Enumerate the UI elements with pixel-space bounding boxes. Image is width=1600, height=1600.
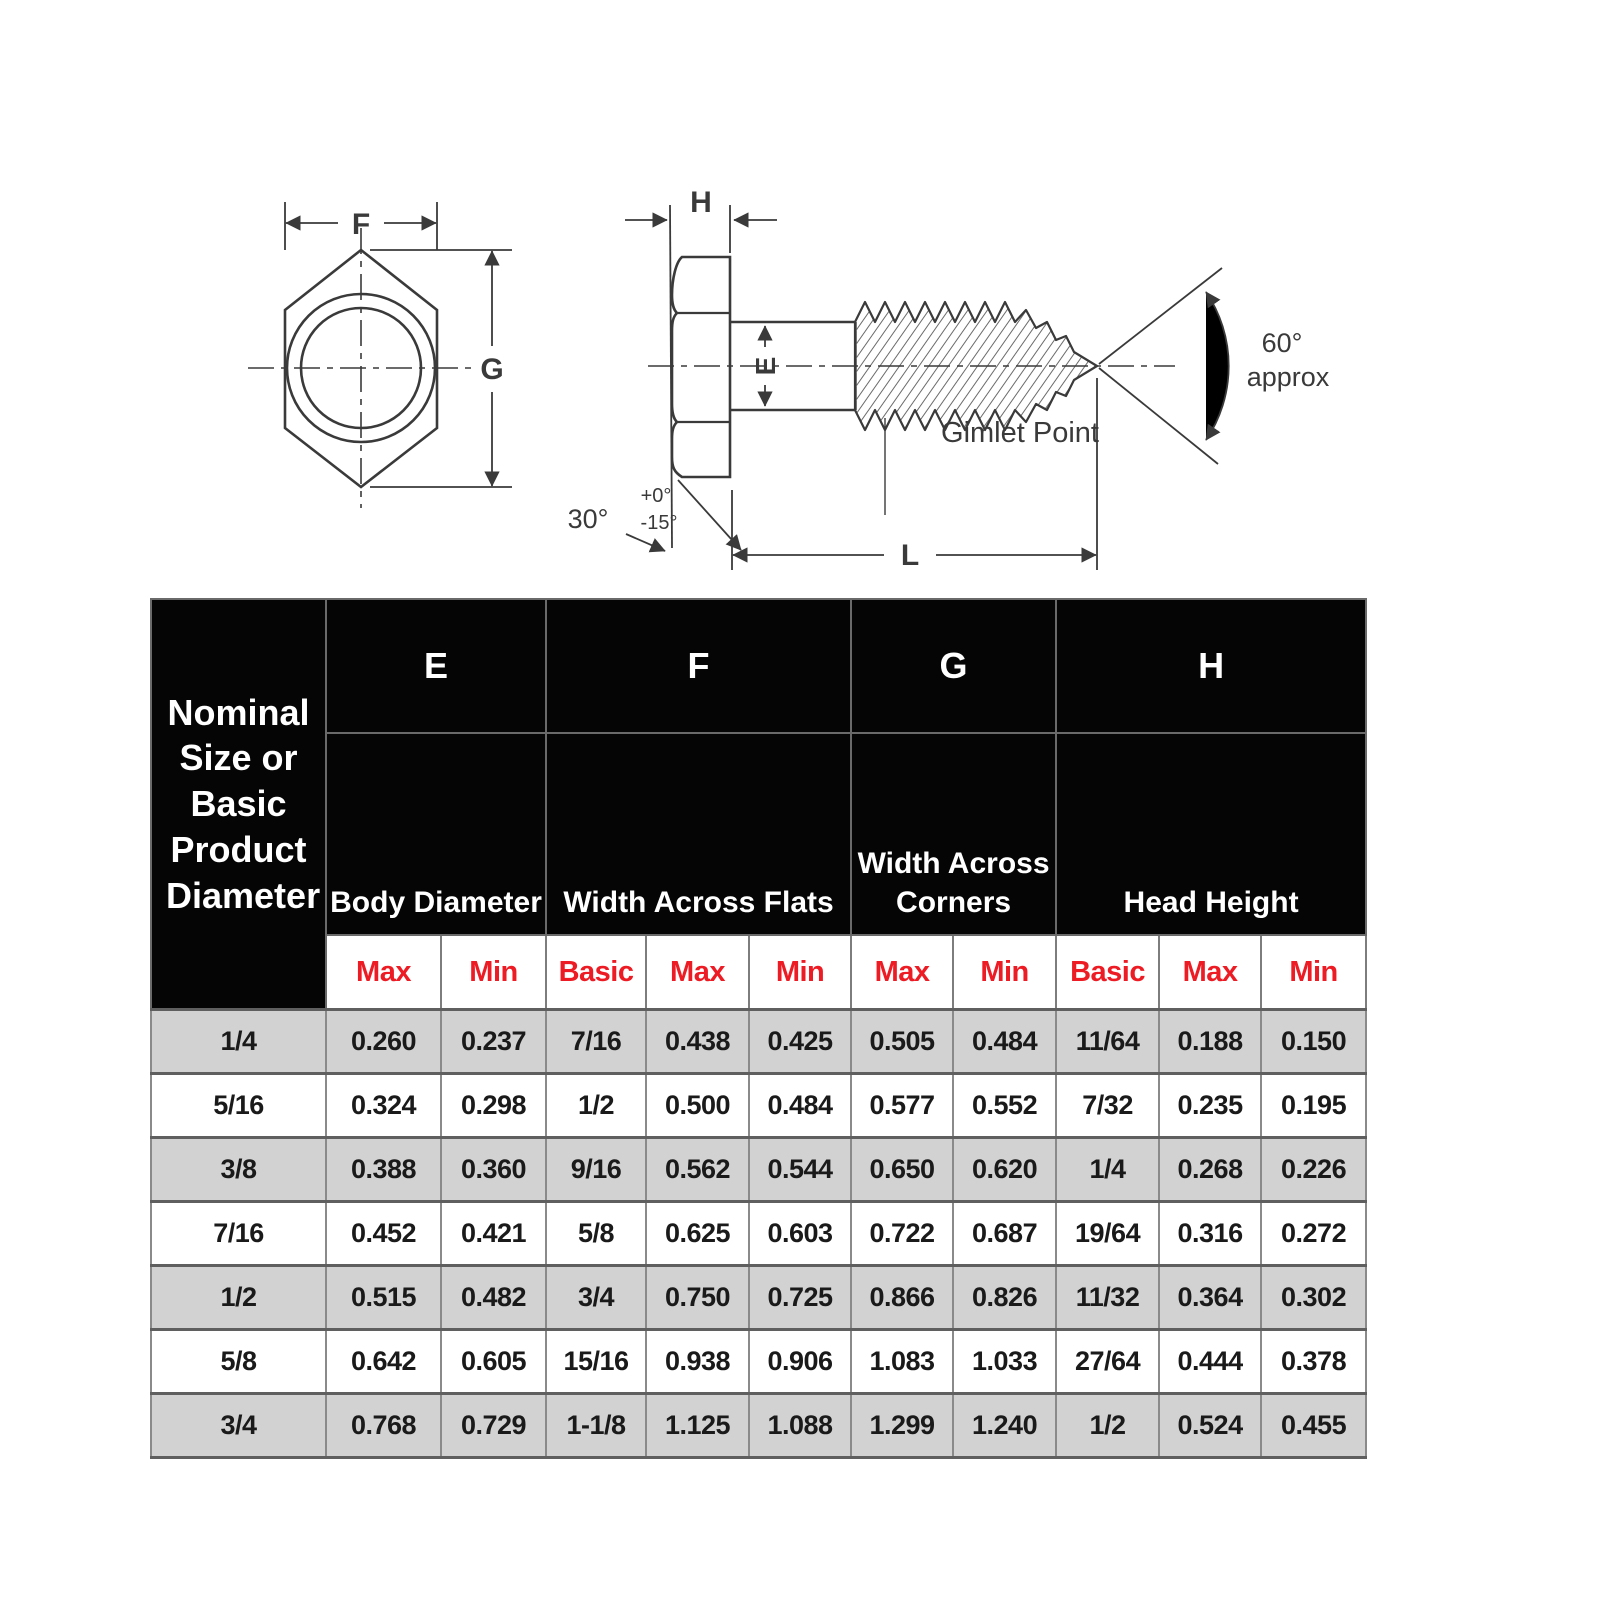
value-cell: 0.237 <box>441 1010 546 1074</box>
value-cell: 1.083 <box>851 1330 953 1394</box>
size-cell: 5/8 <box>151 1330 326 1394</box>
group-label-width-across-flats: Width Across Flats <box>546 733 851 935</box>
value-cell: 1.299 <box>851 1394 953 1458</box>
value-cell: 27/64 <box>1056 1330 1159 1394</box>
subheader-cell: Min <box>1261 935 1366 1010</box>
value-cell: 0.826 <box>953 1266 1056 1330</box>
dimension-table <box>150 598 1367 1459</box>
value-cell: 0.484 <box>953 1010 1056 1074</box>
value-cell: 0.625 <box>646 1202 749 1266</box>
size-cell: 3/4 <box>151 1394 326 1458</box>
value-cell: 0.235 <box>1159 1074 1261 1138</box>
value-cell: 0.500 <box>646 1074 749 1138</box>
value-cell: 0.421 <box>441 1202 546 1266</box>
value-cell: 1.033 <box>953 1330 1056 1394</box>
value-cell: 9/16 <box>546 1138 646 1202</box>
value-cell: 0.324 <box>326 1074 441 1138</box>
value-cell: 0.452 <box>326 1202 441 1266</box>
angle-60-approx: approx <box>1246 362 1330 392</box>
value-cell: 0.866 <box>851 1266 953 1330</box>
table-row <box>151 1074 1366 1138</box>
size-cell: 1/4 <box>151 1010 326 1074</box>
subheader-cell: Max <box>1159 935 1261 1010</box>
value-cell: 0.552 <box>953 1074 1056 1138</box>
value-cell: 1/2 <box>1056 1394 1159 1458</box>
value-cell: 11/32 <box>1056 1266 1159 1330</box>
value-cell: 0.687 <box>953 1202 1056 1266</box>
gimlet-point-label: Gimlet Point <box>941 417 1099 449</box>
table-row <box>151 1138 1366 1202</box>
diagram-svg <box>220 150 1400 590</box>
value-cell: 0.364 <box>1159 1266 1261 1330</box>
angle-30-tol-minus: -15° <box>640 512 678 534</box>
value-cell: 0.729 <box>441 1394 546 1458</box>
group-letter-e: E <box>326 599 546 733</box>
group-letter-h: H <box>1056 599 1366 733</box>
size-cell: 7/16 <box>151 1202 326 1266</box>
angle-30-label: 30° <box>567 504 609 534</box>
value-cell: 0.768 <box>326 1394 441 1458</box>
value-cell: 0.260 <box>326 1010 441 1074</box>
value-cell: 0.725 <box>749 1266 851 1330</box>
value-cell: 0.603 <box>749 1202 851 1266</box>
value-cell: 0.505 <box>851 1010 953 1074</box>
value-cell: 3/4 <box>546 1266 646 1330</box>
value-cell: 0.515 <box>326 1266 441 1330</box>
dim-l-label: L <box>900 539 920 572</box>
size-cell: 5/16 <box>151 1074 326 1138</box>
angle-30-tol-plus: +0° <box>640 485 672 507</box>
subheader-cell: Min <box>953 935 1056 1010</box>
table-row <box>151 1330 1366 1394</box>
dim-h-label: H <box>690 186 712 219</box>
value-cell: 0.188 <box>1159 1010 1261 1074</box>
value-cell: 0.544 <box>749 1138 851 1202</box>
front-centerlines <box>248 228 474 508</box>
value-cell: 0.482 <box>441 1266 546 1330</box>
subheader-cell: Basic <box>546 935 646 1010</box>
angle-60-label: 60° <box>1261 328 1303 358</box>
table-row <box>151 1202 1366 1266</box>
value-cell: 0.642 <box>326 1330 441 1394</box>
value-cell: 0.444 <box>1159 1330 1261 1394</box>
value-cell: 1/2 <box>546 1074 646 1138</box>
value-cell: 0.750 <box>646 1266 749 1330</box>
value-cell: 7/32 <box>1056 1074 1159 1138</box>
subheader-cell: Max <box>851 935 953 1010</box>
header-letter-row <box>151 599 1366 733</box>
head-facet-lines <box>675 313 730 422</box>
group-label-width-across-corners: Width Across Corners <box>851 733 1056 935</box>
value-cell: 5/8 <box>546 1202 646 1266</box>
value-cell: 0.268 <box>1159 1138 1261 1202</box>
value-cell: 0.226 <box>1261 1138 1366 1202</box>
value-cell: 0.722 <box>851 1202 953 1266</box>
value-cell: 0.302 <box>1261 1266 1366 1330</box>
subheader-cell: Min <box>749 935 851 1010</box>
value-cell: 0.906 <box>749 1330 851 1394</box>
value-cell: 0.378 <box>1261 1330 1366 1394</box>
value-cell: 1.088 <box>749 1394 851 1458</box>
subheader-cell: Max <box>646 935 749 1010</box>
value-cell: 1.240 <box>953 1394 1056 1458</box>
value-cell: 0.524 <box>1159 1394 1261 1458</box>
value-cell: 0.484 <box>749 1074 851 1138</box>
group-label-body-diameter: Body Diameter <box>326 733 546 935</box>
value-cell: 0.577 <box>851 1074 953 1138</box>
value-cell: 15/16 <box>546 1330 646 1394</box>
dim-f-label: F <box>351 208 371 241</box>
dim-e-label: E <box>750 356 781 376</box>
value-cell: 0.388 <box>326 1138 441 1202</box>
header-group-row <box>151 733 1366 935</box>
value-cell: 0.272 <box>1261 1202 1366 1266</box>
size-cell: 1/2 <box>151 1266 326 1330</box>
subheader-cell: Max <box>326 935 441 1010</box>
group-letter-g: G <box>851 599 1056 733</box>
value-cell: 0.455 <box>1261 1394 1366 1458</box>
value-cell: 0.195 <box>1261 1074 1366 1138</box>
value-cell: 1.125 <box>646 1394 749 1458</box>
table-row <box>151 1010 1366 1074</box>
group-letter-f: F <box>546 599 851 733</box>
value-cell: 0.360 <box>441 1138 546 1202</box>
subheader-cell: Min <box>441 935 546 1010</box>
value-cell: 7/16 <box>546 1010 646 1074</box>
lag-screw-diagram <box>220 150 1400 590</box>
table-row <box>151 1266 1366 1330</box>
value-cell: 0.298 <box>441 1074 546 1138</box>
subheader-row <box>151 935 1366 1010</box>
value-cell: 0.650 <box>851 1138 953 1202</box>
value-cell: 0.938 <box>646 1330 749 1394</box>
table-row <box>151 1394 1366 1458</box>
dim-g-label: G <box>480 353 504 386</box>
subheader-cell: Basic <box>1056 935 1159 1010</box>
value-cell: 0.425 <box>749 1010 851 1074</box>
col-header-nominal-size: Nominal Size or Basic Product Diameter <box>151 599 326 1010</box>
hex-head-side-view <box>672 257 730 477</box>
value-cell: 1-1/8 <box>546 1394 646 1458</box>
value-cell: 0.438 <box>646 1010 749 1074</box>
value-cell: 11/64 <box>1056 1010 1159 1074</box>
value-cell: 0.316 <box>1159 1202 1261 1266</box>
value-cell: 0.620 <box>953 1138 1056 1202</box>
value-cell: 1/4 <box>1056 1138 1159 1202</box>
value-cell: 0.562 <box>646 1138 749 1202</box>
group-label-head-height: Head Height <box>1056 733 1366 935</box>
size-cell: 3/8 <box>151 1138 326 1202</box>
value-cell: 19/64 <box>1056 1202 1159 1266</box>
value-cell: 0.150 <box>1261 1010 1366 1074</box>
value-cell: 0.605 <box>441 1330 546 1394</box>
